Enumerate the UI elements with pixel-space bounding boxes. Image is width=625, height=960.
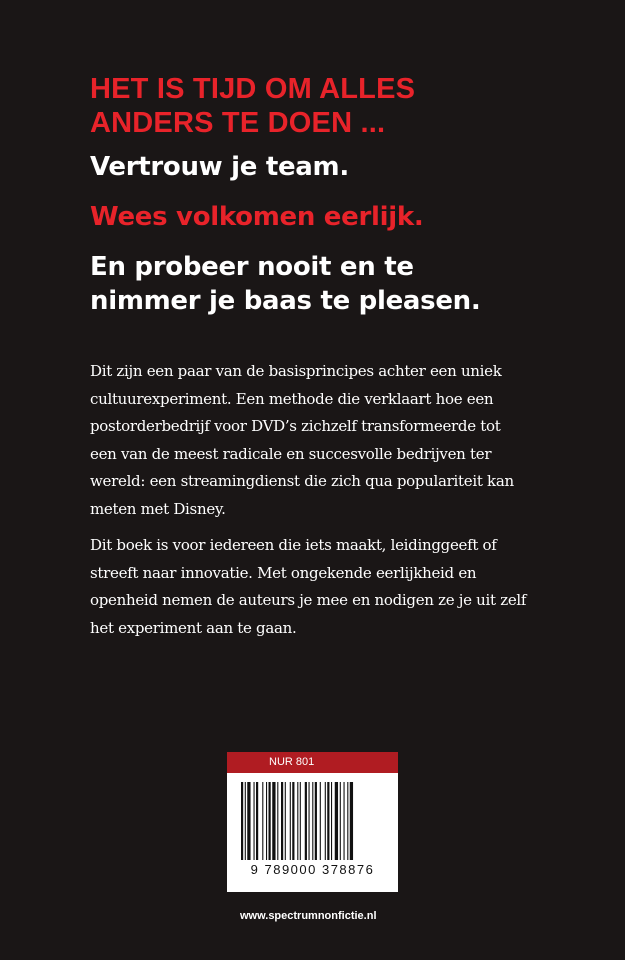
tagline-never-please-boss: En probeer nooit en te nimmer je baas te pleasen. [90, 252, 481, 316]
body-paragraph-2: Dit boek is voor iedereen die iets maakt, leidinggeeft of streeft naar innovatie. Met ongekende eerlijkheid en openheid nemen de auteurs je mee en nodigen ze je uit zelf het experiment aan te gaan. [90, 536, 527, 637]
publisher-website: www.spectrumnonfictie.nl [240, 910, 377, 922]
headline-line-2: ANDERS TE DOEN ... [90, 107, 386, 139]
body-paragraph-1: Dit zijn een paar van de basisprincipes achter een uniek cultuurexperiment. Een methode die verklaart hoe een postorderbedrijf voor DVD’s zichzelf transformeerde tot een van de meest radicale en succesvolle bedrijven ter wereld: een streamingdienst die zich qua populariteit kan meten met Disney. [90, 362, 514, 518]
isbn-number: 9 789000 378876 [250, 862, 375, 877]
headline-line-1: HET IS TIJD OM ALLES [90, 73, 416, 105]
headline [90, 72, 415, 140]
tagline-be-honest: Wees volkomen eerlijk. [90, 202, 424, 232]
tagline-trust-team: Vertrouw je team. [90, 152, 349, 182]
nur-code: NUR 801 [227, 752, 398, 773]
barcode-icon [241, 782, 384, 860]
barcode-label [227, 752, 398, 892]
